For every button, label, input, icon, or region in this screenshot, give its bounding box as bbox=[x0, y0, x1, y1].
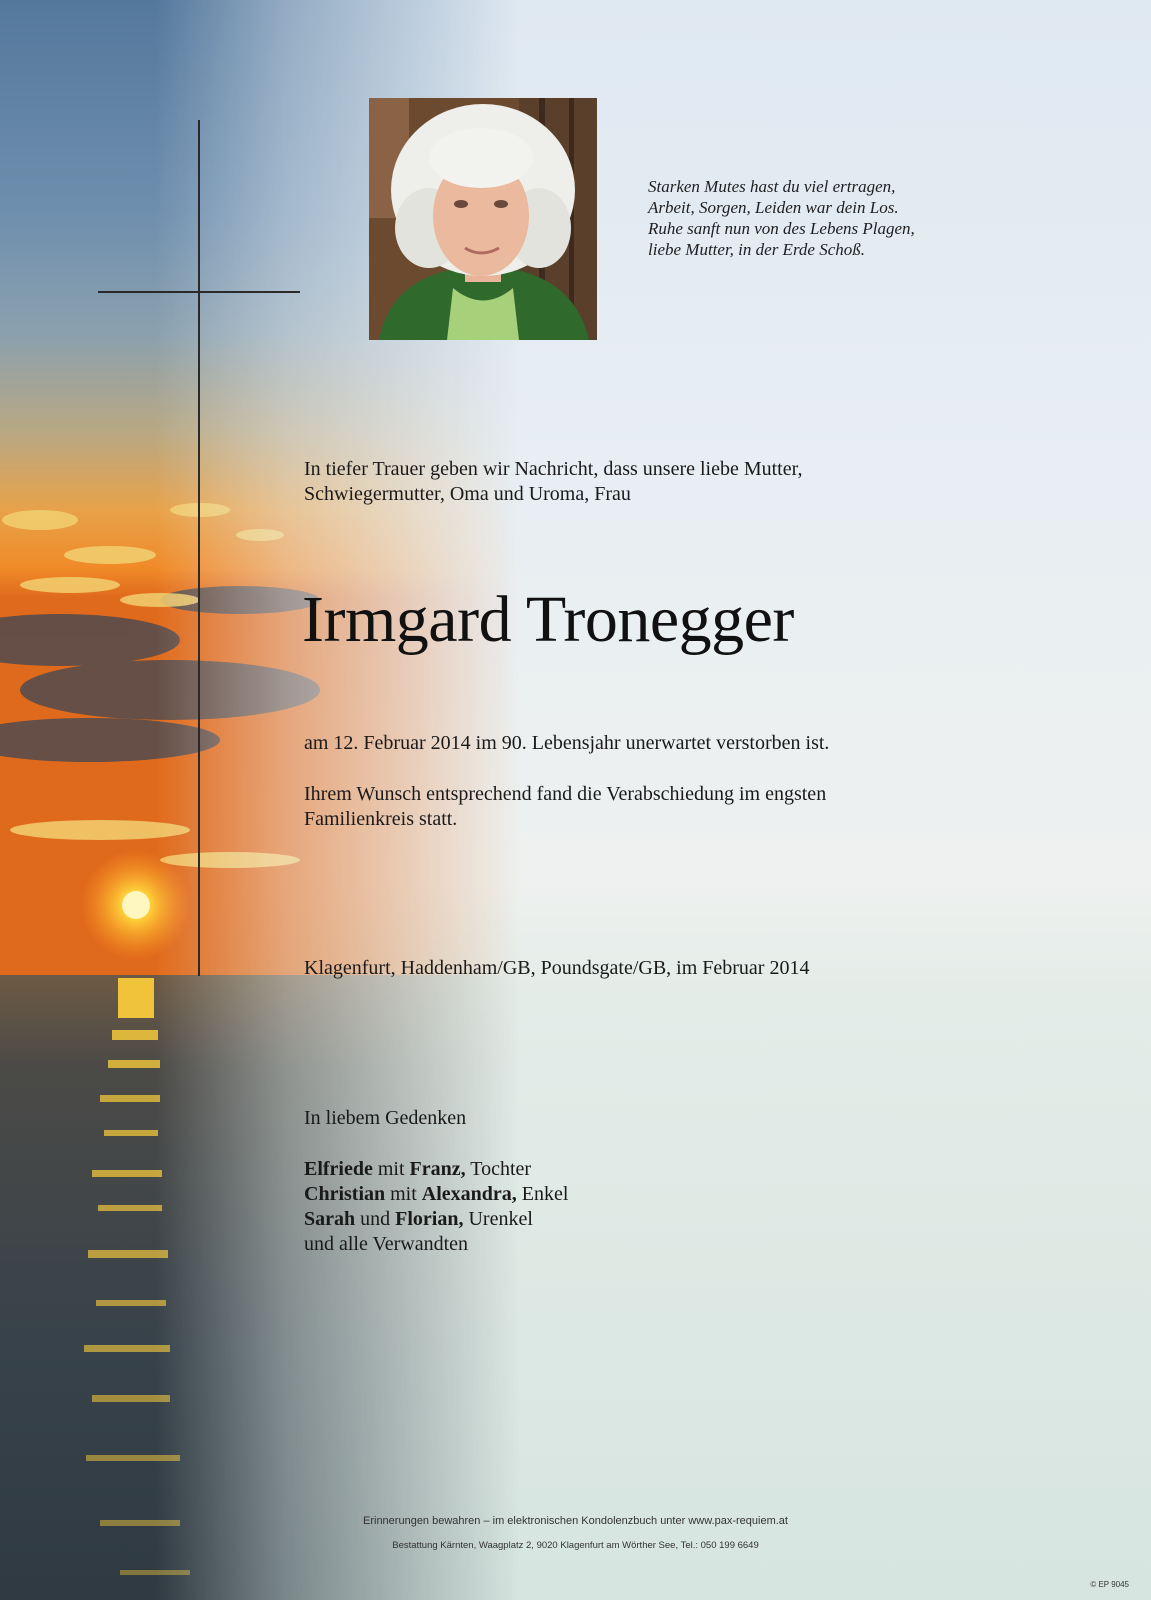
mourner-row bbox=[304, 1182, 568, 1207]
mourner-name: Elfriede bbox=[304, 1158, 373, 1180]
poem-line: Ruhe sanft nun von des Lebens Plagen, bbox=[648, 219, 915, 238]
document-code: © EP 9045 bbox=[1090, 1580, 1129, 1589]
funeral-home-address: Bestattung Kärnten, Waagplatz 2, 9020 Klagenfurt am Wörther See, Tel.: 050 199 6649 bbox=[392, 1540, 759, 1551]
condolence-note: Erinnerungen bewahren – im elektronischen Kondolenzbuch unter www.pax-requiem.at bbox=[363, 1515, 788, 1527]
announcement-intro bbox=[304, 457, 802, 507]
poem-line: Starken Mutes hast du viel ertragen, bbox=[648, 177, 896, 196]
mourner-row bbox=[304, 1207, 568, 1232]
portrait-photo bbox=[369, 98, 597, 340]
memory-heading: In liebem Gedenken bbox=[304, 1107, 467, 1129]
cross-vertical-bar bbox=[198, 120, 200, 976]
intro-line: In tiefer Trauer geben wir Nachricht, dass unsere liebe Mutter, bbox=[304, 458, 803, 480]
mourner-partner: Florian, bbox=[395, 1208, 464, 1230]
places-date: Klagenfurt, Haddenham/GB, Poundsgate/GB, im Februar 2014 bbox=[304, 957, 810, 979]
poem-line: liebe Mutter, in der Erde Schoß. bbox=[648, 240, 866, 259]
mourner-relation: Urenkel bbox=[468, 1208, 533, 1230]
deceased-name: Irmgard Tronegger bbox=[302, 583, 794, 656]
poem-line: Arbeit, Sorgen, Leiden war dein Los. bbox=[648, 198, 899, 217]
mourner-partner: Franz, bbox=[409, 1158, 466, 1180]
intro-line: Schwiegermutter, Oma und Uroma, Frau bbox=[304, 483, 631, 505]
mourners-list bbox=[304, 1157, 568, 1257]
poem bbox=[648, 176, 915, 260]
farewell-text bbox=[304, 782, 826, 832]
passing-text: am 12. Februar 2014 im 90. Lebensjahr unerwartet verstorben ist. bbox=[304, 732, 830, 754]
mourner-name: Christian bbox=[304, 1183, 386, 1205]
relatives-line: und alle Verwandten bbox=[304, 1233, 469, 1255]
farewell-line: Familienkreis statt. bbox=[304, 808, 458, 830]
mourner-partner: Alexandra, bbox=[421, 1183, 517, 1205]
mourner-connector: mit bbox=[390, 1183, 417, 1205]
mourner-name: Sarah bbox=[304, 1208, 356, 1230]
mourner-connector: mit bbox=[377, 1158, 405, 1180]
mourner-connector: und bbox=[360, 1208, 391, 1230]
mourner-relation: Tochter bbox=[470, 1158, 532, 1180]
farewell-line: Ihrem Wunsch entsprechend fand die Verabschiedung im engsten bbox=[304, 783, 827, 805]
mourner-relation: Enkel bbox=[521, 1183, 569, 1205]
cross-horizontal-bar bbox=[98, 291, 300, 293]
mourner-row bbox=[304, 1157, 568, 1182]
